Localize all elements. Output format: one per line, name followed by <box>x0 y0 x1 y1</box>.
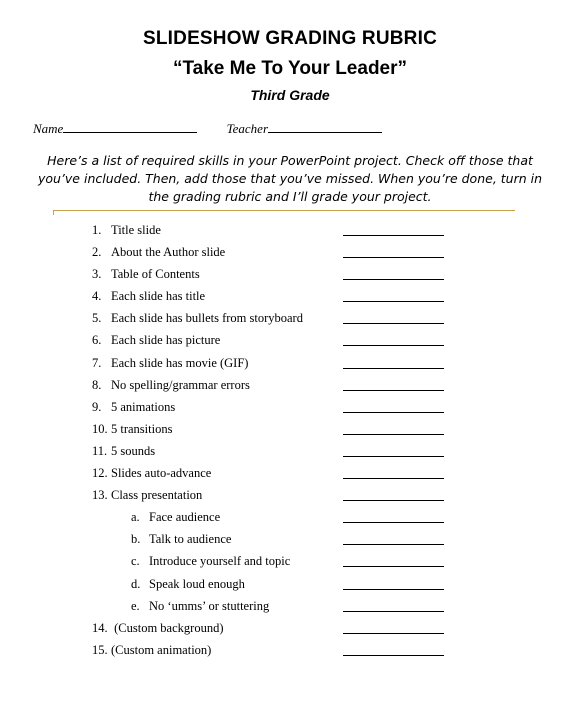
item-number: 8. <box>92 377 102 392</box>
item-label: No spelling/grammar errors <box>111 377 250 392</box>
list-item <box>0 641 580 663</box>
item-number: 13. <box>92 488 108 503</box>
instructions-text: Here’s a list of required skills in your PowerPoint project. Check off those that you’ve included. Then, add those that you’ve missed. When you’re done, turn in the grading rubric and I’ll grade your project. <box>37 153 543 204</box>
name-blank-line[interactable] <box>63 120 197 133</box>
teacher-blank-line[interactable] <box>268 120 382 133</box>
item-letter: e. <box>131 598 140 613</box>
item-number: 3. <box>92 267 102 282</box>
item-label: 5 sounds <box>111 443 156 458</box>
check-line[interactable] <box>343 544 444 545</box>
item-label: Introduce yourself and topic <box>149 554 291 569</box>
item-label: Class presentation <box>111 488 203 503</box>
item-number: 14. <box>92 620 108 635</box>
list-item <box>0 464 580 486</box>
check-line[interactable] <box>343 589 444 590</box>
list-item <box>0 376 580 398</box>
item-label: Slides auto-advance <box>111 466 212 481</box>
item-label: Speak loud enough <box>149 576 245 591</box>
page-subtitle: “Take Me To Your Leader” <box>172 58 408 79</box>
skills-list <box>0 221 580 663</box>
check-line[interactable] <box>343 522 444 523</box>
check-line[interactable] <box>343 478 444 479</box>
check-line[interactable] <box>343 500 444 501</box>
list-item <box>0 331 580 353</box>
list-item <box>0 243 580 265</box>
item-number: 12. <box>92 466 108 481</box>
item-letter: a. <box>131 510 140 525</box>
sub-list-item <box>0 552 580 574</box>
list-item <box>0 309 580 331</box>
check-line[interactable] <box>343 456 444 457</box>
check-line[interactable] <box>343 301 444 302</box>
check-line[interactable] <box>343 345 444 346</box>
sub-list-item <box>0 530 580 552</box>
list-item <box>0 221 580 243</box>
sub-list-item <box>0 575 580 597</box>
item-label: (Custom animation) <box>111 642 212 657</box>
item-label: Table of Contents <box>111 267 200 282</box>
check-line[interactable] <box>343 323 444 324</box>
check-line[interactable] <box>343 566 444 567</box>
list-item <box>0 619 580 641</box>
item-label: 5 transitions <box>111 421 173 436</box>
item-number: 1. <box>92 223 102 237</box>
item-letter: b. <box>131 532 141 547</box>
grade-label: Third Grade <box>250 87 330 103</box>
divider-tick <box>53 210 54 215</box>
divider-line <box>53 210 515 211</box>
check-line[interactable] <box>343 390 444 391</box>
item-label: Each slide has bullets from storyboard <box>111 311 303 326</box>
check-line[interactable] <box>343 412 444 413</box>
item-number: 5. <box>92 311 102 326</box>
item-number: 10. <box>92 421 108 436</box>
item-label: Each slide has title <box>111 289 206 304</box>
check-line[interactable] <box>343 257 444 258</box>
name-label: Name <box>33 121 64 136</box>
item-label: Title slide <box>111 223 161 237</box>
item-label: Talk to audience <box>149 532 232 547</box>
item-number: 7. <box>92 355 102 370</box>
list-item <box>0 398 580 420</box>
list-item <box>0 420 580 442</box>
list-item <box>0 287 580 309</box>
item-label: 5 animations <box>111 399 176 414</box>
list-item <box>0 486 580 508</box>
check-line[interactable] <box>343 279 444 280</box>
item-label: No ‘umms’ or stuttering <box>149 598 270 613</box>
item-label: (Custom background) <box>111 620 224 635</box>
item-label: About the Author slide <box>111 245 226 260</box>
check-line[interactable] <box>343 235 444 236</box>
list-item <box>0 354 580 376</box>
item-label: Each slide has picture <box>111 333 221 348</box>
sub-list-item <box>0 508 580 530</box>
item-number: 11. <box>92 443 108 458</box>
name-teacher-row <box>33 120 382 137</box>
item-letter: c. <box>131 554 140 569</box>
sub-list-item <box>0 597 580 619</box>
item-number: 9. <box>92 399 102 414</box>
item-number: 15. <box>92 642 108 657</box>
item-number: 2. <box>92 245 102 260</box>
check-line[interactable] <box>343 633 444 634</box>
check-line[interactable] <box>343 368 444 369</box>
check-line[interactable] <box>343 434 444 435</box>
item-label: Each slide has movie (GIF) <box>111 355 249 370</box>
check-line[interactable] <box>343 611 444 612</box>
item-letter: d. <box>131 576 141 591</box>
check-line[interactable] <box>343 655 444 656</box>
item-number: 6. <box>92 333 102 348</box>
item-label: Face audience <box>149 510 221 525</box>
list-item <box>0 265 580 287</box>
page-title: SLIDESHOW GRADING RUBRIC <box>142 28 438 49</box>
teacher-label: Teacher <box>226 121 268 136</box>
item-number: 4. <box>92 289 102 304</box>
list-item <box>0 442 580 464</box>
